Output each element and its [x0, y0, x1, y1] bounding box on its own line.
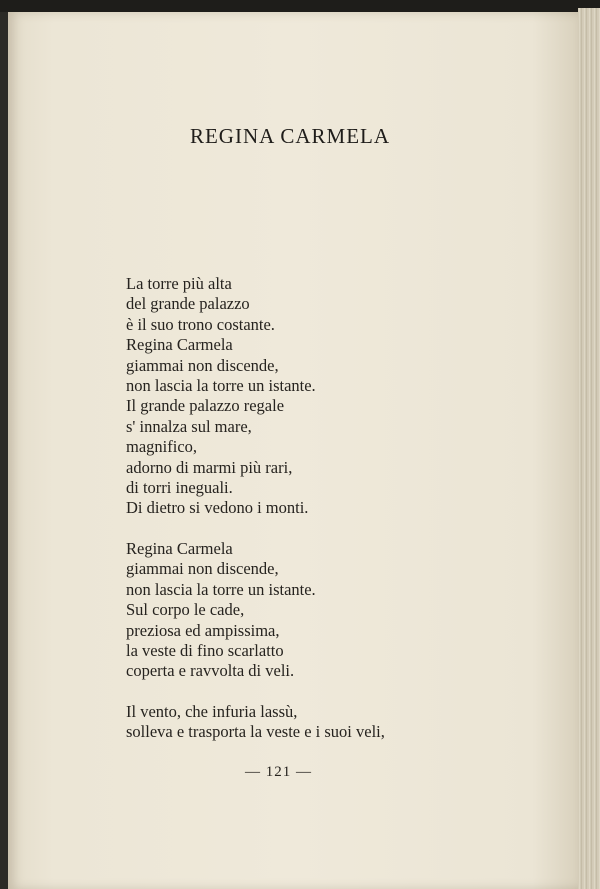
poem-line: del grande palazzo [126, 294, 250, 314]
poem-line: adorno di marmi più rari, [126, 457, 293, 477]
stanza [126, 539, 546, 682]
stanza [126, 702, 546, 743]
poem-line: Regina Carmela [126, 335, 233, 355]
poem-line: Di dietro si vedono i monti. [126, 498, 309, 518]
poem-title: REGINA CARMELA [189, 124, 391, 148]
background-shadow [0, 0, 600, 12]
poem-line: Regina Carmela [126, 538, 233, 558]
poem-line: preziosa ed ampissima, [126, 620, 280, 640]
stanza [126, 274, 546, 519]
poem-line: Sul corpo le cade, [126, 600, 245, 620]
poem-line: la veste di fino scarlatto [126, 640, 284, 660]
poem-line: non lascia la torre un istante. [126, 579, 316, 599]
page-edges [578, 8, 600, 889]
poem-line: è il suo trono costante. [126, 314, 275, 334]
poem-line: La torre più alta [126, 274, 232, 293]
poem-line: giammai non discende, [126, 559, 279, 579]
book-page [8, 12, 578, 889]
poem-line: Il grande palazzo regale [126, 396, 285, 416]
poem-line: giammai non discende, [126, 355, 279, 375]
poem-line: di torri ineguali. [126, 478, 233, 498]
poem-body [126, 274, 546, 763]
poem-line: Il vento, che infuria lassù, [126, 701, 298, 721]
poem-line: solleva e trasporta la veste e i suoi veli, [126, 722, 385, 742]
poem-line: magnifico, [126, 437, 198, 457]
poem-line: coperta e ravvolta di veli. [126, 661, 295, 681]
poem-line: s' innalza sul mare, [126, 416, 252, 436]
poem-line: non lascia la torre un istante. [126, 376, 316, 396]
page-number: — 121 — [245, 764, 312, 780]
